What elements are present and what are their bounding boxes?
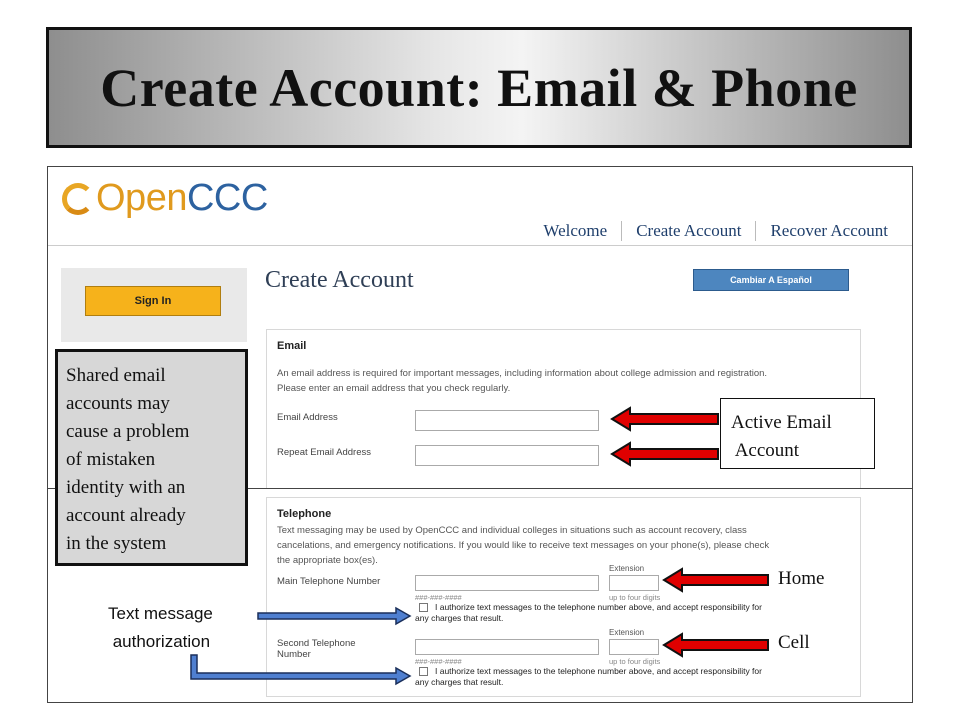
blue-arrow-main-authorization bbox=[258, 608, 410, 624]
shared-email-callout: Shared email accounts may cause a problem of mistaken identity with an account already in the system bbox=[55, 349, 248, 566]
page-title: Create Account bbox=[265, 267, 414, 293]
text-message-callout: Text message authorization bbox=[108, 604, 213, 651]
telephone-description-3: the appropriate box(es). bbox=[277, 555, 378, 566]
main-phone-format-hint: ###-###-#### bbox=[415, 593, 462, 602]
red-arrow-cell bbox=[664, 634, 768, 656]
main-extension-label: Extension bbox=[609, 564, 645, 573]
email-description-2: Please enter an email address that you check regularly. bbox=[277, 383, 511, 394]
second-sms-authorization-1: I authorize text messages to the telephone number above, and accept responsibility for bbox=[435, 666, 762, 676]
telephone-description-2: cancelations, and emergency notifications. If you would like to receive text messages on your phone(s), please check bbox=[277, 540, 770, 551]
red-arrow-email bbox=[612, 408, 718, 430]
main-sms-authorization-2: any charges that result. bbox=[415, 613, 504, 623]
telephone-heading: Telephone bbox=[277, 508, 332, 520]
email-description-1: An email address is required for important messages, including information about college admission and registration. bbox=[277, 368, 768, 379]
second-sms-authorization-2: any charges that result. bbox=[415, 677, 504, 687]
active-email-callout: Active Email Account bbox=[720, 398, 875, 469]
nav-recover-account[interactable]: Recover Account bbox=[755, 221, 902, 241]
nav-create-account[interactable]: Create Account bbox=[621, 221, 755, 241]
email-heading: Email bbox=[277, 340, 307, 352]
red-arrow-repeat-email bbox=[612, 443, 718, 465]
main-extension-hint: up to four digits bbox=[609, 593, 661, 602]
main-sms-authorization-1: I authorize text messages to the telephone number above, and accept responsibility for bbox=[435, 602, 762, 612]
sign-in-button[interactable]: Sign In bbox=[85, 286, 221, 316]
email-address-label: Email Address bbox=[277, 412, 338, 423]
nav-welcome[interactable]: Welcome bbox=[543, 221, 608, 240]
telephone-description-1: Text messaging may be used by OpenCCC and individual colleges in situations such as account recovery, class bbox=[277, 525, 747, 536]
main-phone-label: Main Telephone Number bbox=[277, 576, 381, 587]
repeat-email-label: Repeat Email Address bbox=[277, 447, 371, 458]
language-button[interactable]: Cambiar A Español bbox=[693, 269, 849, 291]
red-arrow-home bbox=[664, 569, 768, 591]
second-phone-format-hint: ###-###-#### bbox=[415, 657, 462, 666]
blue-arrow-second-authorization bbox=[191, 655, 410, 684]
second-extension-hint: up to four digits bbox=[609, 657, 661, 666]
home-callout: Home bbox=[778, 568, 825, 589]
second-extension-label: Extension bbox=[609, 628, 645, 637]
cell-callout: Cell bbox=[778, 632, 810, 653]
second-phone-label: Second Telephone Number bbox=[277, 638, 356, 660]
slide-title: Create Account: Email & Phone bbox=[100, 57, 858, 118]
logo-text: OpenCCC bbox=[96, 177, 268, 219]
